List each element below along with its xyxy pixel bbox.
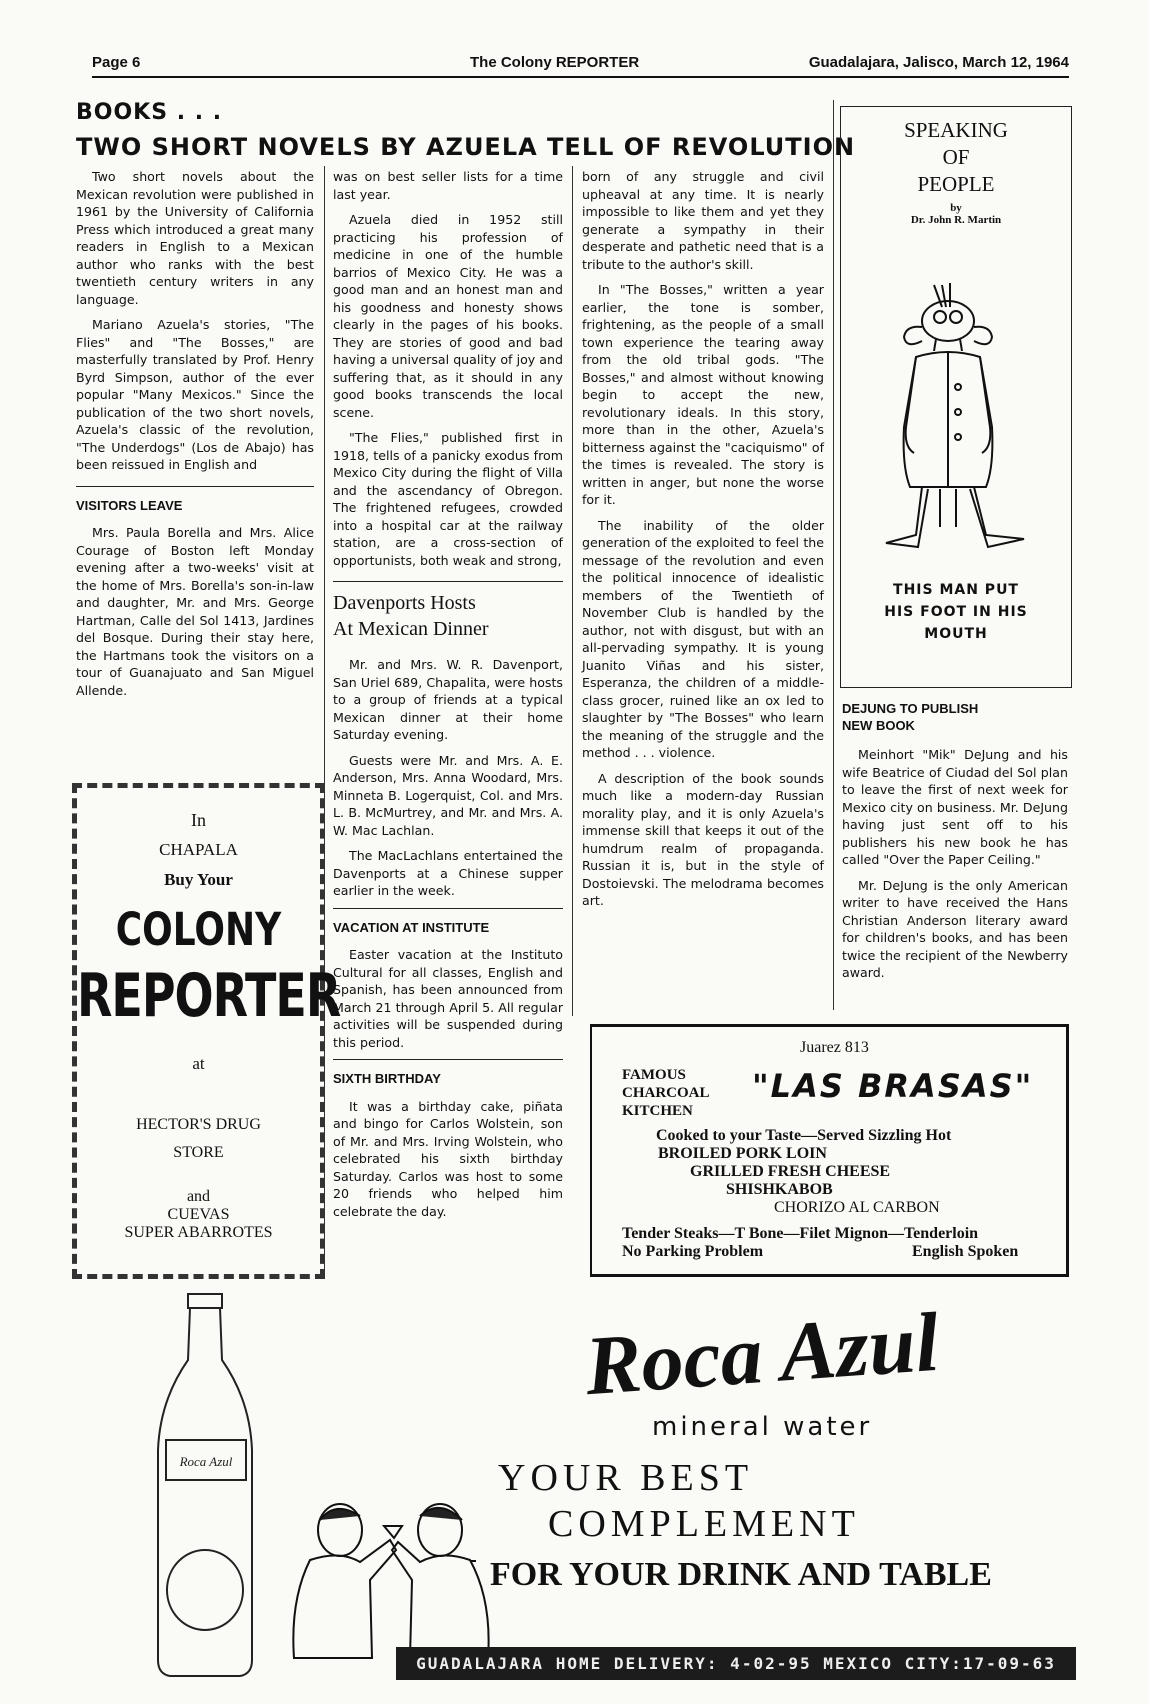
page-header xyxy=(92,52,1069,78)
promo-reporter: REPORTER xyxy=(77,959,341,1031)
brasas-name: "LAS BRASAS" xyxy=(752,1067,1034,1105)
byline-by: by xyxy=(950,202,962,214)
bottle-illustration xyxy=(150,1290,260,1680)
cartoon-caption xyxy=(841,579,1071,645)
article-paragraph: Mariano Azuela's stories, "The Flies" and "The Bosses," are masterfully translated by Prof. Henry Byrd Simpson, author of the ever popular "Many Mexicos." Since the publication of the two short novels, Azuela's classic of the revolution, "The Underdogs" (Los de Abajo) has been reissued in English and xyxy=(76,317,314,472)
las-brasas-ad xyxy=(590,1024,1069,1277)
brasas-menu-item: BROILED PORK LOIN xyxy=(658,1145,827,1162)
promo-colony: COLONY xyxy=(115,904,282,957)
davenports-paragraph: The MacLachlans entertained the Davenports at a Chinese supper earlier in the week. xyxy=(333,848,563,898)
column-title xyxy=(841,117,1071,198)
section-kicker: BOOKS . . . xyxy=(76,100,223,125)
main-headline: TWO SHORT NOVELS BY AZUELA TELL OF REVOLUTION xyxy=(76,133,856,161)
dejung-title-line: NEW BOOK xyxy=(842,718,915,733)
roca-azul-logo: Roca Azul xyxy=(582,1295,942,1414)
article-paragraph: In "The Bosses," written a year earlier, the tone is somber, frightening, as the people of a small town experience the tearing away from the old tribal gods. "The Bosses," and almost without knowing begin to accept the new, revolutionary ideals. In this story, more than in the other, Azuela's bitterness against the "caciquismo" of the times is revealed. The story is written in anger, but none the worse for it. xyxy=(582,282,824,507)
byline-author: Dr. John R. Martin xyxy=(910,214,1002,226)
article-paragraph: born of any struggle and civil upheaval at any time. It is nearly impossible to like them and yet they generate a sympathy in their desperate and pathetic need that is a tribute to the author's skill. xyxy=(582,169,824,272)
caption-line: HIS FOOT IN HIS xyxy=(884,604,1028,620)
article-paragraph: Two short novels about the Mexican revolution were published in 1961 by the University of California Press which introduced a great many readers in English to a Mexican author who ranks with the best twentieth century writers in any language. xyxy=(76,169,314,307)
promo-store: HECTOR'S DRUG xyxy=(136,1116,261,1133)
birthday-text: It was a birthday cake, piñata and bingo for Carlos Wolstein, son of Mr. and Mrs. Irving Wolstein, who celebrated his sixth birthday Saturday. Carlos was host to some 20 friends who helped him celebrate the day. xyxy=(333,1098,563,1219)
column-title-line: SPEAKING xyxy=(904,118,1008,142)
brasas-famous: FAMOUS xyxy=(622,1067,686,1083)
brasas-kitchen: KITCHEN xyxy=(622,1103,693,1119)
birthday-headline: SIXTH BIRTHDAY xyxy=(333,1071,441,1086)
caption-line: THIS MAN PUT xyxy=(893,582,1019,598)
vacation-headline: VACATION AT INSTITUTE xyxy=(333,919,490,935)
men-toasting-illustration xyxy=(280,1490,500,1660)
promo-store: SUPER ABARROTES xyxy=(124,1224,273,1241)
brasas-cooked: Cooked to your Taste—Served Sizzling Hot xyxy=(656,1127,952,1144)
davenports-title-line: Davenports Hosts xyxy=(333,592,476,614)
promo-store: STORE xyxy=(173,1144,224,1161)
article-paragraph: A description of the book sounds much like a modern-day Russian morality play, and it is only Azuela's immense skill that keeps it out of the humdrum realm of propaganda. Russian it is, but in the style of Dostoievski. The melodrama becomes art. xyxy=(582,770,824,908)
promo-and: and xyxy=(186,1188,211,1205)
brasas-menu-item: SHISHKABOB xyxy=(726,1181,833,1198)
dejung-title-line: DEJUNG TO PUBLISH xyxy=(842,701,979,716)
dejung-paragraph: Meinhort "Mik" DeJung and his wife Beatrice of Ciudad del Sol plan to leave the first of next week for Mexico city on business. Mr. DeJung having just sent off to his publishers his new book he has called "Over the Paper Ceiling." xyxy=(842,747,1068,867)
dateline: Guadalajara, Jalisco, March 12, 1964 xyxy=(808,54,1069,71)
column-title-line: PEOPLE xyxy=(917,172,995,196)
article-paragraph: "The Flies," published first in 1918, tells of a panicky exodus from Mexico City during the flight of Villa and the ascendancy of Obregon. The frightened refugees, crowded into a hospital car at the railway station, are a cross-section of opportunists, both weak and strong, xyxy=(333,430,563,568)
brasas-charcoal: CHARCOAL xyxy=(622,1085,710,1101)
column-rule xyxy=(833,100,834,1010)
books-column-3 xyxy=(582,168,824,918)
roca-line-3: FOR YOUR DRINK AND TABLE xyxy=(490,1556,992,1593)
vacation-text: Easter vacation at the Instituto Cultural for all classes, English and Spanish, has been announced from March 21 through April 5. All regular activities will be suspended during this period. xyxy=(333,947,563,1050)
brasas-english: English Spoken xyxy=(912,1243,1019,1260)
dejung-headline xyxy=(842,700,1068,734)
davenports-paragraph: Guests were Mr. and Mrs. A. E. Anderson, Mrs. Anna Woodard, Mrs. Minneta B. Logerquist, Col. and Mrs. L. B. McMurtrey, and Mr. and Mrs. A. W. Mac Lachlan. xyxy=(333,752,563,838)
colony-reporter-promo xyxy=(72,783,341,1279)
paper-name: The Colony REPORTER xyxy=(470,54,640,71)
delivery-phone-bar: GUADALAJARA HOME DELIVERY: 4-02-95 MEXICO CITY:17-09-63 xyxy=(396,1647,1076,1680)
speaking-of-people-box xyxy=(840,106,1072,688)
visitors-headline: VISITORS LEAVE xyxy=(76,497,183,513)
article-paragraph: The inability of the older generation of the exploited to feel the message of the revolution and even the political innocence of idealistic members of the Twentieth of November Club is handled by the author, not with disgust, but with an all-pervading sympathy. It is young Juanito Viñas and his sister, Esperanza, the children of a middle-class grocer, ruined like an ox led to slaughter by "The Bosses" who learn the meaning of the struggle and the method . . . violence. xyxy=(582,517,824,760)
roca-line-1: YOUR BEST xyxy=(498,1457,754,1499)
column-title-line: OF xyxy=(942,145,970,169)
column-rule xyxy=(572,166,573,1016)
brasas-steaks: Tender Steaks—T Bone—Filet Mignon—Tenderloin xyxy=(622,1225,979,1242)
cartoon-man-illustration xyxy=(876,277,1036,557)
page-number: Page 6 xyxy=(92,54,141,71)
promo-in: In xyxy=(191,810,206,830)
books-column-1 xyxy=(76,168,314,707)
visitors-text: Mrs. Paula Borella and Mrs. Alice Courage of Boston left Monday evening after a two-weeks' visit at the home of Mrs. Borella's son-in-law and daughter, Mr. and Mrs. George Hartman, Calle del Sol 1413, Jardines del Bosque. During their stay here, the Hartmans took the visitors on a tour of Guanajuato and San Miguel Allende. xyxy=(76,525,314,698)
promo-at: at xyxy=(192,1054,205,1073)
decor-rule xyxy=(470,1560,476,1562)
bottle-label: Roca Azul xyxy=(179,1454,233,1469)
davenports-headline xyxy=(333,590,563,642)
brasas-menu-item: CHORIZO AL CARBON xyxy=(774,1199,940,1216)
article-paragraph: Azuela died in 1952 still practicing his profession of medicine in one of the humble barrios of Mexico City. He was a good man and an honest man and his goodness and honesty shows clearly in the pages of his books. They are stories of good and bad having a universal quality of joy and suffering that, as it should in any good books transcends the local scene. xyxy=(333,212,563,420)
caption-line: MOUTH xyxy=(924,626,988,642)
brasas-parking: No Parking Problem xyxy=(622,1243,764,1260)
promo-place: CHAPALA xyxy=(159,840,238,859)
dejung-paragraph: Mr. DeJung is the only American writer to have received the Hans Christian Anderson literary award for children's books, and has been twice the recipient of the Newberry award. xyxy=(842,877,1068,980)
promo-buy: Buy Your xyxy=(164,870,233,889)
davenports-paragraph: Mr. and Mrs. W. R. Davenport, San Uriel 689, Chapalita, were hosts to a group of friends at a typical Mexican dinner at their home Saturday evening. xyxy=(333,657,563,742)
brasas-address: Juarez 813 xyxy=(800,1039,869,1056)
article-paragraph: was on best seller lists for a time last year. xyxy=(333,169,563,202)
roca-sub: mineral water xyxy=(652,1412,873,1442)
promo-store: CUEVAS xyxy=(167,1206,230,1223)
davenports-title-line: At Mexican Dinner xyxy=(333,618,489,640)
brasas-menu-item: GRILLED FRESH CHEESE xyxy=(690,1163,891,1180)
dejung-article xyxy=(842,700,1068,990)
roca-line-2: COMPLEMENT xyxy=(548,1503,860,1545)
books-column-2 xyxy=(333,168,563,1228)
